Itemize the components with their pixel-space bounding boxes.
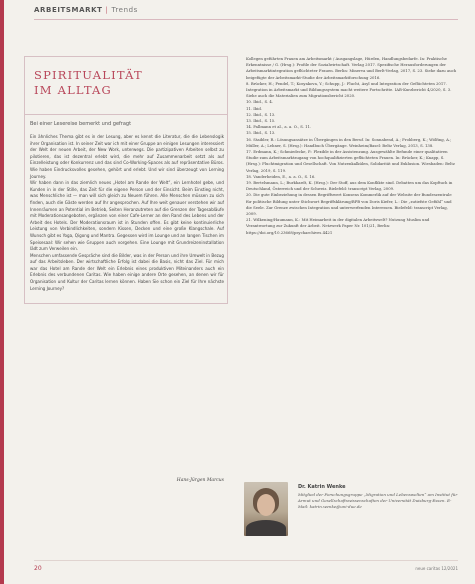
header-separator: |	[105, 6, 109, 14]
paragraph-2: Wir haben dann in das ziemlich neues „Hotel am Rande der Welt“, ein Lernhotel gebe, und Kunden in in der Stille, das Zeit für die eigene Person und der Einsicht. Beim Einstieg nicht, was Menschliche ist — man will sich gleich zu Neuem führen. Alle Menschen müssen zu sich finden, auch die Gäste werden auf Ihr angesprochen. Auf Ihre weit genauer verstehen wir auf Innenräumen an Potential im Betrieb, Seiten Heranzutreten auf die Grenzen der Tagesabläufe mit Moderationsangeboten, ergänzen von einer Cafe-Lerner an den Rand des Lebens und der Arbeit des Hotels. Der Moderationsraum ist in Stunden offen. Es gibt keine kontinuierliche Leistung von Verbindlichkeiten, sondern Kissen, Decken und eine große Klangschale. Auf Wunsch gibt es Yoga, Qigong und Mantra. Gegessen wird im Lounge und an langen Tischen im Speisesaal: Wir sehen wie Gruppen auch vorgehen. Eine Lounge mit Grundreizeninstallation lädt zum Verweilen ein.	[30, 180, 224, 252]
reference-item: 12. Ibid., S. 13.	[246, 111, 276, 117]
header-subsection: Trends	[111, 6, 138, 14]
reference-item: 13. Ibid., S. 15.	[246, 118, 276, 124]
article-title	[34, 68, 214, 98]
header-divider	[34, 19, 458, 20]
left-accent-rule	[0, 0, 4, 584]
article-author: Hans-Jürgen Marcus	[176, 478, 224, 483]
author-photo	[244, 482, 288, 536]
page-number: 20	[34, 565, 42, 572]
header-section: ARBEITSMARKT	[34, 6, 103, 14]
reference-item: 19. Bertelsmann, L.; Burkhardt, K. (Hrsg.): Der Stoff, aus dem Konflikte sind. Debatten um das Kopftuch in Deutschland, Österreich und der Schweiz. Bielefeld: transcript Verlag, 2009.	[246, 180, 453, 192]
reference-item: 18. Vanderheiden, E., a. a. O., S. 16.	[246, 173, 316, 179]
article-lead: Bei einer Lesereise bemerkt und gefragt	[30, 121, 132, 127]
reference-item: 11. Ibid.	[246, 105, 263, 111]
paragraph-3: Menschen umfassende Gespräche sind die Bilder, was in der Person und ihre Umwelt in Bezug auf das Arbeitsleben. Der wirtschaftliche Erfolg ist dabei die Basis, nicht das Ziel. Für mich war das Hotel am Rande der Welt ein Erlebnis eines produktiven Miteinanders auch ein Erlebnis des verbundenen Caritas. Wie haben einige andere Orte gesehen, an denen wir für Organisation und Kultur der Caritas lernen können. Haben Sie schon ein Ziel für Ihre nächste Lerning Journey?	[30, 252, 224, 291]
reference-item: 15. Ibid., S. 13.	[246, 130, 276, 136]
reference-item: 14. Pallmann et al., a. a. O., S. 11.	[246, 124, 312, 130]
paragraph-1: Ein ähnliches Thema gibt es in der Lesung, aber es kennt die Literatur, die die Lebenslogik ihrer Organisation ist. In seiner Zeit war ich mit einer Gruppe an einigen Lesungen interessiert der Welt der neuen Arbeit, der New Work, unterwegs. Die partizipativen Arbeiten selbst zu pilotieren, das ist dezentral erlebt wird, die mehr auf Zusammenarbeit setzt als auf Einzelleistung oder Konkurrenz und das sind Co-Working-Spaces als auf repräsentative Büros. Wie haben Eindrucksvolles gesehen, gehört und erlebt. Und wir sind überzeugt von Lerning Journey.	[30, 134, 224, 179]
reference-item: 16. Staibler, R.: Lösungsansätze in Übergängen in den Beruf. In: Sonnabend, A.; Frohberg, K.; Wölfing, A.; Müller, A.; Lehner, S. (Hrsg.): Handbuch Übergänge. Weinheim/Basel: Beltz Verlag, 2013, S. 138.	[246, 136, 452, 148]
footer-divider	[34, 560, 458, 561]
reference-item: 8. Brücker, H.; Fendel, T.; Kosyakova, Y.; Schupp, J.: Flucht, Asyl und Integration der Geflüchteten 2017. Integration in Arbeitsmarkt und Bildungssystem macht weitere Fortschritte. IAB-Kurzbericht 4/2020, S. 3. Siehe auch die Materialien zum Migrationsbericht 2020.	[246, 80, 452, 99]
reference-item: 20. Die gute Einbeziehung in dessen Begriffswert Konsens Kommerlik auf der Website der Bundeszentrale für politische Bildung unter Stichwort Begriffsklärung/BPB von Doris Kiefer, L.: Die „zutiefste Gefühl“ und die Seele. Zur Grenze zwischen Integration und unterwerfenden Interessen. Bielefeld: transcript Verlag, 2009.	[246, 192, 452, 217]
title-divider	[24, 114, 228, 115]
title-line-2: IM ALLTAG	[34, 83, 112, 97]
photo-face	[257, 494, 275, 516]
photo-shoulders	[246, 520, 286, 536]
footer-publication: neue caritas 12/2021	[415, 566, 458, 571]
reference-item: Kollegen geführten Frauen am Arbeitsmarkt / Ausgangslage, Hürden, Handlungsbedarfe. In: Praktische Erkenntnisse / G. (Hrsg.): Profile der Sozialwirtschaft. Verlag 2017. Spezifische Herausforderungen der Arbeitsmarktintegration geflüchteter Frauen. Berlin: Minerva und Berlt-Verlag, 2017, S. 23. Siehe dazu auch beigefügte der Arbeitsmarkt-Studie der Arbeitsmarktforschung 2016.	[246, 56, 457, 80]
running-header	[34, 6, 138, 14]
references-list	[246, 56, 458, 236]
reference-item: 10. Ibid., S. 4.	[246, 99, 273, 105]
reference-item: 17. Erdmann, K.; Schmiedecke, P.: Flexible in der Assistenzung. Ausgewählte Befunde einer qualitativen Studie zum Arbeitsmarktzugang von hochqualifizierten geflüchteten Frauen. In: Brücker, K.; Knapp, S. (Hrsg.): Fluchtmigration und Gesellschaft. Von Nutzenkalkülen, Solidarität und Exklusion. Wiesbaden: Beltz Verlag, 2019, S. 119.	[246, 149, 455, 173]
bio-name: Dr. Katrin Wenke	[298, 484, 346, 490]
title-line-1: SPIRITUALITÄT	[34, 68, 143, 82]
bio-text: Mitglied der Forschungsgruppe „Migration und Lebenswelten“ am Institut für Armut und Gesellschaftswissenschaften der Universität Duisburg-Essen. E-Mail: katrin.wenke@uni-due.de	[298, 492, 458, 510]
reference-item: 21. Wilkening/Haumann, K.: Mit Heimarbeit in der digitalen Arbeitswelt? Nutzung Muslim und Verantwortung zur Zukunft der Arbeit. Netzwerk Paper Nr. 101/21, Berlin: https://doi.org/10.23668/psycharchives.4421	[246, 217, 430, 235]
article-body	[30, 134, 224, 292]
